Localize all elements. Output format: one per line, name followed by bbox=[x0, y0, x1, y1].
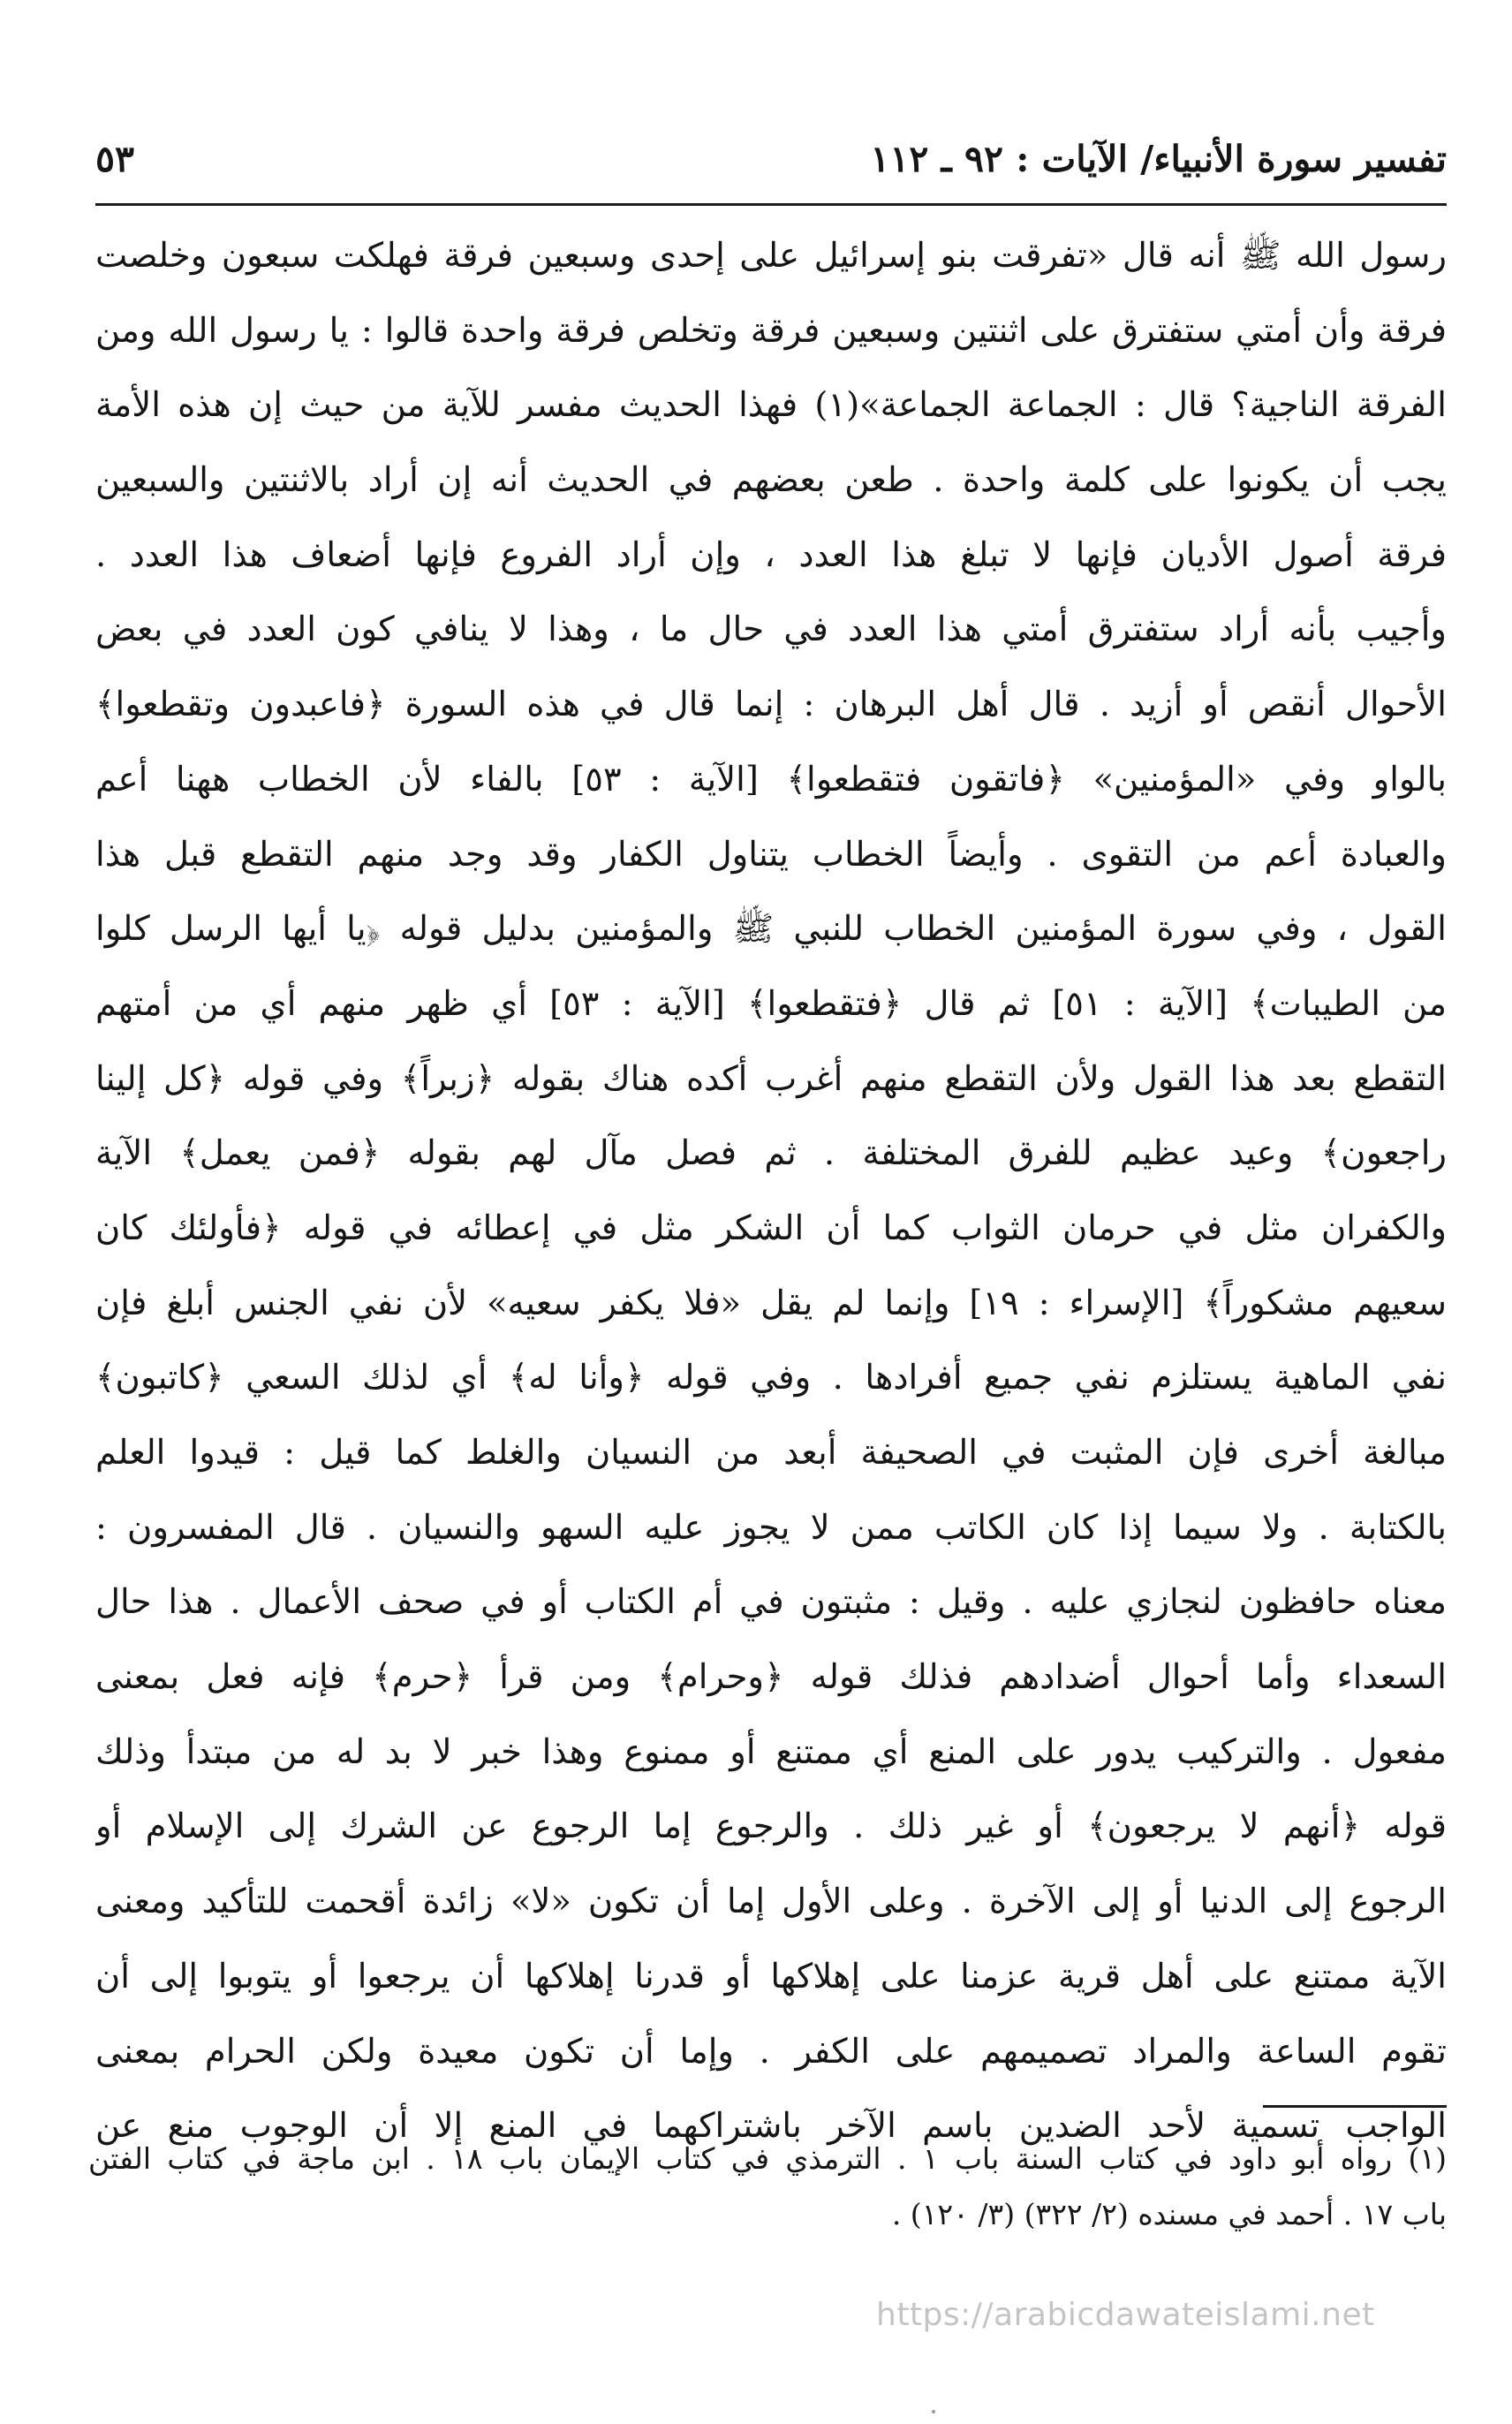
page-number: ٥٣ bbox=[95, 138, 135, 180]
text-line: قوله ﴿أنهم لا يرجعون﴾ أو غير ذلك . والرجوع إما الرجوع عن الشرك إلى الإسلام أو bbox=[95, 1807, 1447, 1847]
footnote-line: باب ١٧ . أحمد في مسنده (٢/ ٣٢٢) (٣/ ١٢٠) . bbox=[891, 2197, 1447, 2231]
text-line: والعبادة أعم من التقوى . وأيضاً الخطاب يتناول الكفار وقد وجد منهم التقطع قبل هذا bbox=[95, 834, 1447, 875]
text-line: الفرقة الناجية؟ قال : الجماعة الجماعة»(١) فهذا الحديث مفسر للآية من حيث إن هذه الأمة bbox=[95, 385, 1447, 426]
footnotes bbox=[88, 2131, 1447, 2242]
running-header bbox=[95, 133, 1447, 206]
text-line: الواجب تسمية لأحد الضدين باسم الآخر باشتراكهما في المنع إلا أن الوجوب منع عن bbox=[95, 2106, 1447, 2147]
text-line: يجب أن يكونوا على كلمة واحدة . طعن بعضهم في الحديث أنه إن أراد بالاثنتين والسبعين bbox=[95, 460, 1447, 501]
text-line: سعيهم مشكوراً﴾ [الإسراء : ١٩] وإنما لم يقل «فلا يكفر سعيه» لأن نفي الجنس أبلغ فإن bbox=[95, 1283, 1447, 1323]
footnote-line: (١) رواه أبو داود في كتاب السنة باب ١ . الترمذي في كتاب الإيمان باب ١٨ . ابن ماجة في كتاب الفتن bbox=[88, 2141, 1447, 2176]
watermark-url: https://arabicdawateislami.net bbox=[876, 2297, 1375, 2333]
main-text bbox=[95, 219, 1447, 2164]
text-line: التقطع بعد هذا القول ولأن التقطع منهم أغرب أكده هناك بقوله ﴿زبراً﴾ وفي قوله ﴿كل إلينا bbox=[95, 1058, 1447, 1099]
text-line: رسول الله ﷺ أنه قال «تفرقت بنو إسرائيل على إحدى وسبعين فرقة فهلكت سبعون وخلصت bbox=[95, 236, 1447, 276]
text-line: القول ، وفي سورة المؤمنين الخطاب للنبي ﷺ والمؤمنين بدليل قوله ﴿يا أيها الرسل كلوا bbox=[95, 909, 1447, 950]
scan-speck bbox=[932, 2410, 935, 2413]
text-line: تقوم الساعة والمراد تصميمهم على الكفر . وإما أن تكون معيدة ولكن الحرام بمعنى bbox=[95, 2031, 1447, 2072]
text-line: مبالغة أخرى فإن المثبت في الصحيفة أبعد من النسيان والغلط كما قيل : قيدوا العلم bbox=[95, 1433, 1447, 1473]
text-line: بالواو وفي «المؤمنين» ﴿فاتقون فتقطعوا﴾ [الآية : ٥٣] بالفاء لأن الخطاب ههنا أعم bbox=[95, 759, 1447, 799]
text-line: فرقة وأن أمتي ستفترق على اثنتين وسبعين فرقة وتخلص فرقة واحدة قالوا : يا رسول الله ومن bbox=[95, 310, 1447, 351]
text-line: الأحوال أنقص أو أزيد . قال أهل البرهان : إنما قال في هذه السورة ﴿فاعبدون وتقطعوا﴾ bbox=[95, 685, 1447, 725]
text-line: فرقة أصول الأديان فإنها لا تبلغ هذا العدد ، وإن أراد الفروع فإنها أضعاف هذا العدد . bbox=[95, 534, 1447, 575]
text-line: الرجوع إلى الدنيا أو إلى الآخرة . وعلى الأول إما أن تكون «لا» زائدة أقحمت للتأكيد ومعنى bbox=[95, 1882, 1447, 1922]
chapter-title: تفسير سورة الأنبياء/ الآيات : ٩٢ ـ ١١٢ bbox=[870, 138, 1447, 180]
text-line: بالكتابة . ولا سيما إذا كان الكاتب ممن لا يجوز عليه السهو والنسيان . قال المفسرون : bbox=[95, 1507, 1447, 1548]
text-line: والكفران مثل في حرمان الثواب كما أن الشكر مثل في إعطائه في قوله ﴿فأولئك كان bbox=[95, 1208, 1447, 1248]
footnote-divider bbox=[1263, 2105, 1447, 2108]
text-line: من الطيبات﴾ [الآية : ٥١] ثم قال ﴿فتقطعوا﴾ [الآية : ٥٣] أي ظهر منهم أي من أمتهم bbox=[95, 983, 1447, 1024]
text-line: الآية ممتنع على أهل قرية عزمنا على إهلاكها أو قدرنا إهلاكها أن يرجعوا أو يتوبوا إلى أن bbox=[95, 1956, 1447, 1996]
text-line: مفعول . والتركيب يدور على المنع أي ممتنع أو ممنوع وهذا خبر لا بد له من مبتدأ وذلك bbox=[95, 1731, 1447, 1772]
text-line: معناه حافظون لنجازي عليه . وقيل : مثبتون في أم الكتاب أو في صحف الأعمال . هذا حال bbox=[95, 1582, 1447, 1623]
text-line: نفي الماهية يستلزم نفي جميع أفرادها . وفي قوله ﴿وأنا له﴾ أي لذلك السعي ﴿كاتبون﴾ bbox=[95, 1358, 1447, 1398]
text-line: وأجيب بأنه أراد ستفترق أمتي هذا العدد في حال ما ، وهذا لا ينافي كون العدد في بعض bbox=[95, 610, 1447, 650]
text-line: السعداء وأما أحوال أضدادهم فذلك قوله ﴿وحرام﴾ ومن قرأ ﴿حرم﴾ فإنه فعل بمعنى bbox=[95, 1657, 1447, 1698]
text-line: راجعون﴾ وعيد عظيم للفرق المختلفة . ثم فصل مآل لهم بقوله ﴿فمن يعمل﴾ الآية bbox=[95, 1133, 1447, 1174]
